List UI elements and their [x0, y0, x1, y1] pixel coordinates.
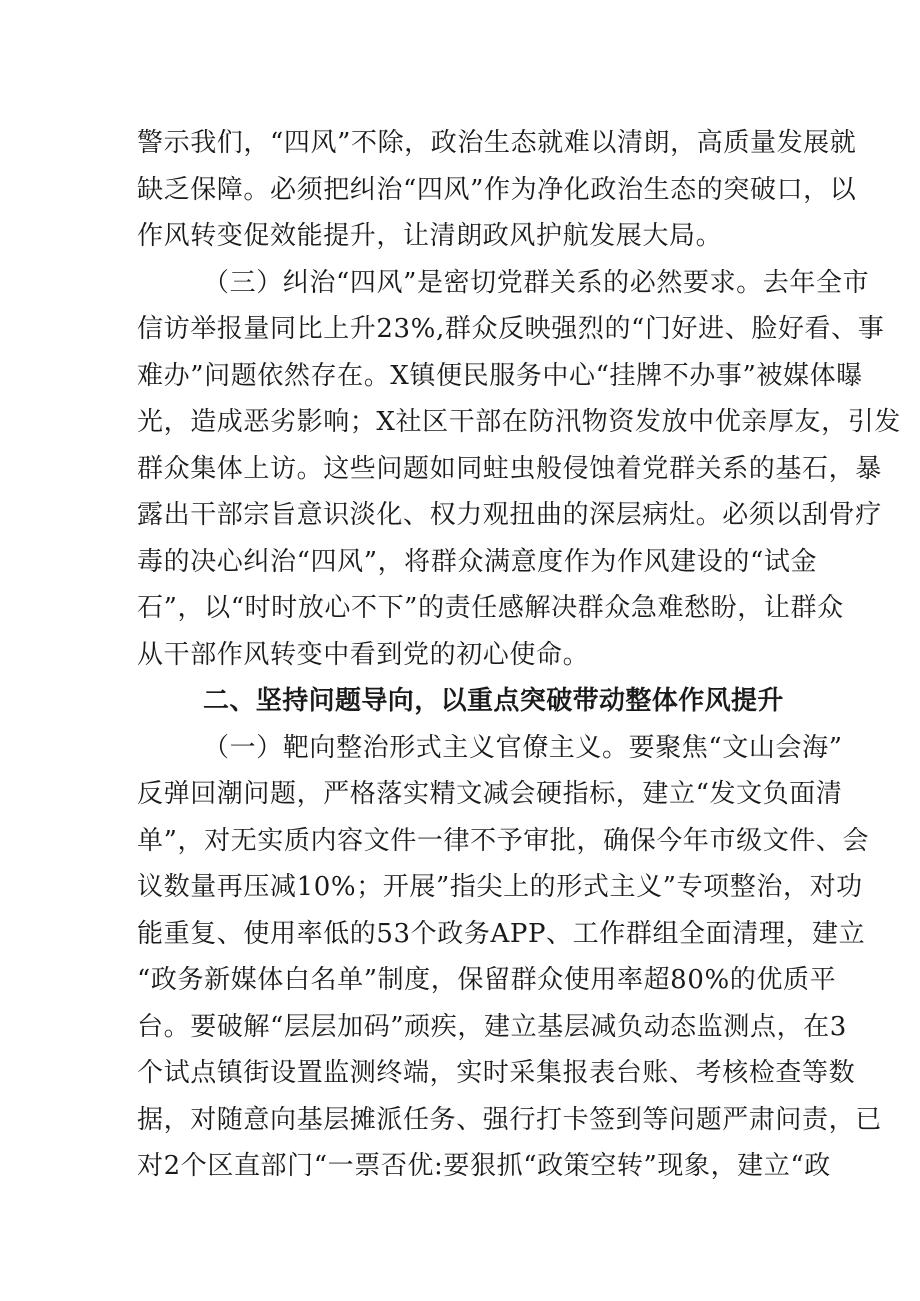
text-line: 反弹回潮问题，严格落实精文减会硬指标，建立“发文负面清	[137, 779, 843, 809]
text-line: 从干部作风转变中看到党的初心使命。	[137, 639, 590, 670]
text-line: 作风转变促效能提升，让清朗政风护航发展大局。	[137, 221, 723, 251]
paragraph-first-line: （一）靶向整治形式主义官僚主义。要聚焦“文山会海”	[203, 732, 843, 763]
section-heading: 二、坚持问题导向，以重点突破带动整体作风提升	[203, 686, 784, 716]
text-line: 对2个区直部门“一票否优:要狠抓“政策空转”现象，建立“政	[137, 1151, 831, 1181]
text-line: 难办”问题依然存在。X镇便民服务中心“挂牌不办事”被媒体曝	[137, 360, 863, 391]
text-line: 警示我们，“四风”不除，政治生态就难以清朗，高质量发展就	[137, 128, 857, 158]
text-line: 露出干部宗旨意识淡化、权力观扭曲的深层病灶。必须以刮骨疗	[137, 500, 882, 530]
text-line: 光，造成恶劣影响；X社区干部在防汛物资发放中优亲厚友，引发	[137, 407, 901, 437]
text-line: 毒的决心纠治“四风”，将群众满意度作为作风建设的“试金	[137, 546, 818, 577]
text-line: “政务新媒体白名单”制度，保留群众使用率超80%的优质平	[137, 965, 837, 995]
text-line: 群众集体上访。这些问题如同蛀虫般侵蚀着党群关系的基石，暴	[137, 453, 882, 484]
text-line: 据，对随意向基层摊派任务、强行打卡签到等问题严肃问责，已	[137, 1104, 882, 1135]
text-line: 议数量再压减10%；开展”指尖上的形式主义”专项整治，对功	[137, 872, 863, 902]
body-text	[137, 120, 901, 1190]
text-line: 石”，以“时时放心不下”的责任感解决群众急难愁盼，让群众	[137, 593, 844, 623]
text-line: 个试点镇街设置监测终端，实时采集报表台账、考核检查等数	[137, 1058, 856, 1088]
paragraph-first-line: （三）纠治“四风”是密切党群关系的必然要求。去年全市	[203, 267, 870, 298]
text-line: 能重复、使用率低的53个政务APP、工作群组全面清理，建立	[137, 918, 866, 949]
text-line: 信访举报量同比上升23%,群众反映强烈的“门好进、脸好看、事	[137, 314, 885, 344]
text-line: 缺乏保障。必须把纠治“四风”作为净化政治生态的突破口，以	[137, 174, 857, 205]
text-line: 台。要破解“层层加码”顽疾，建立基层减负动态监测点，在3	[137, 1011, 847, 1042]
text-line: 单”，对无实质内容文件一律不予审批，确保今年市级文件、会	[137, 825, 870, 856]
